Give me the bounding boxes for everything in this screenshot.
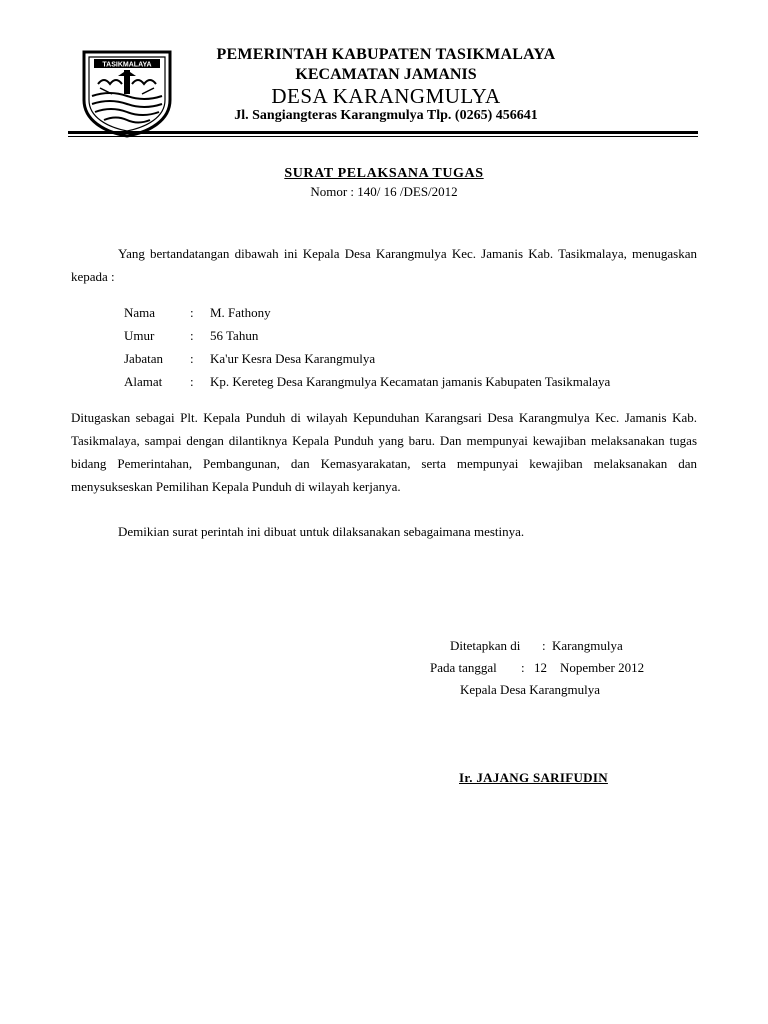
letterhead-government: PEMERINTAH KABUPATEN TASIKMALAYA (216, 46, 556, 63)
field-separator: : (190, 374, 194, 389)
letterhead-address: Jl. Sangiangteras Karangmulya Tlp. (0265) 456641 (234, 108, 538, 123)
field-value: Ka'ur Kesra Desa Karangmulya (210, 351, 376, 366)
closing-paragraph: Demikian surat perintah ini dibuat untuk dilaksanakan sebagaimana mestinya. (118, 524, 525, 539)
signature-date-separator: : (521, 660, 525, 675)
letterhead-village: DESA KARANGMULYA (271, 84, 501, 108)
signature-place-label: Ditetapkan di (450, 638, 521, 653)
signatory-name: Ir. JAJANG SARIFUDIN (459, 770, 608, 785)
regency-emblem-logo (80, 46, 174, 138)
field-label: Nama (124, 305, 156, 320)
field-separator: : (190, 351, 194, 366)
field-value: M. Fathony (210, 305, 271, 320)
field-separator: : (190, 328, 194, 343)
intro-paragraph: Yang bertandatangan dibawah ini Kepala Desa Karangmulya Kec. Jamanis Kab. Tasikmalaya, menugaskan kepada : (71, 246, 697, 284)
field-separator: : (190, 305, 194, 320)
field-value: Kp. Kereteg Desa Karangmulya Kecamatan jamanis Kabupaten Tasikmalaya (210, 374, 611, 389)
document-title-wrap (0, 166, 768, 182)
letterhead-divider-thick (68, 131, 698, 134)
signature-date-label: Pada tanggal (430, 660, 497, 675)
signatory-role: Kepala Desa Karangmulya (460, 682, 601, 697)
field-label: Jabatan (124, 351, 163, 366)
document-title: SURAT PELAKSANA TUGAS (284, 166, 484, 181)
field-value: 56 Tahun (210, 328, 259, 343)
signature-date-value: 12 Nopember 2012 (534, 660, 645, 675)
document-number: Nomor : 140/ 16 /DES/2012 (310, 184, 458, 199)
field-label: Alamat (124, 374, 163, 389)
letterhead-divider-thin (68, 136, 698, 137)
field-label: Umur (124, 328, 155, 343)
logo-banner-text: TASIKMALAYA (102, 61, 152, 69)
letterhead-district: KECAMATAN JAMANIS (295, 66, 477, 83)
signature-place-separator: : (542, 638, 546, 653)
signature-place-value: Karangmulya (552, 638, 623, 653)
assignment-paragraph: Ditugaskan sebagai Plt. Kepala Punduh di wilayah Kepunduhan Karangsari Desa Karangmulya Kec. Jamanis Kab. Tasikmalaya, sampai dengan dilantiknya Kepala Punduh yang baru. Dan mempunyai kewajiban melaksanakan tugas bidang Pemerintahan, Pembangunan, dan Kemasyarakatan, serta mempunyai kewajiban melaksanakan dan menysukseskan Pemilihan Kepala Punduh di wilayah kerjanya. (71, 410, 697, 494)
